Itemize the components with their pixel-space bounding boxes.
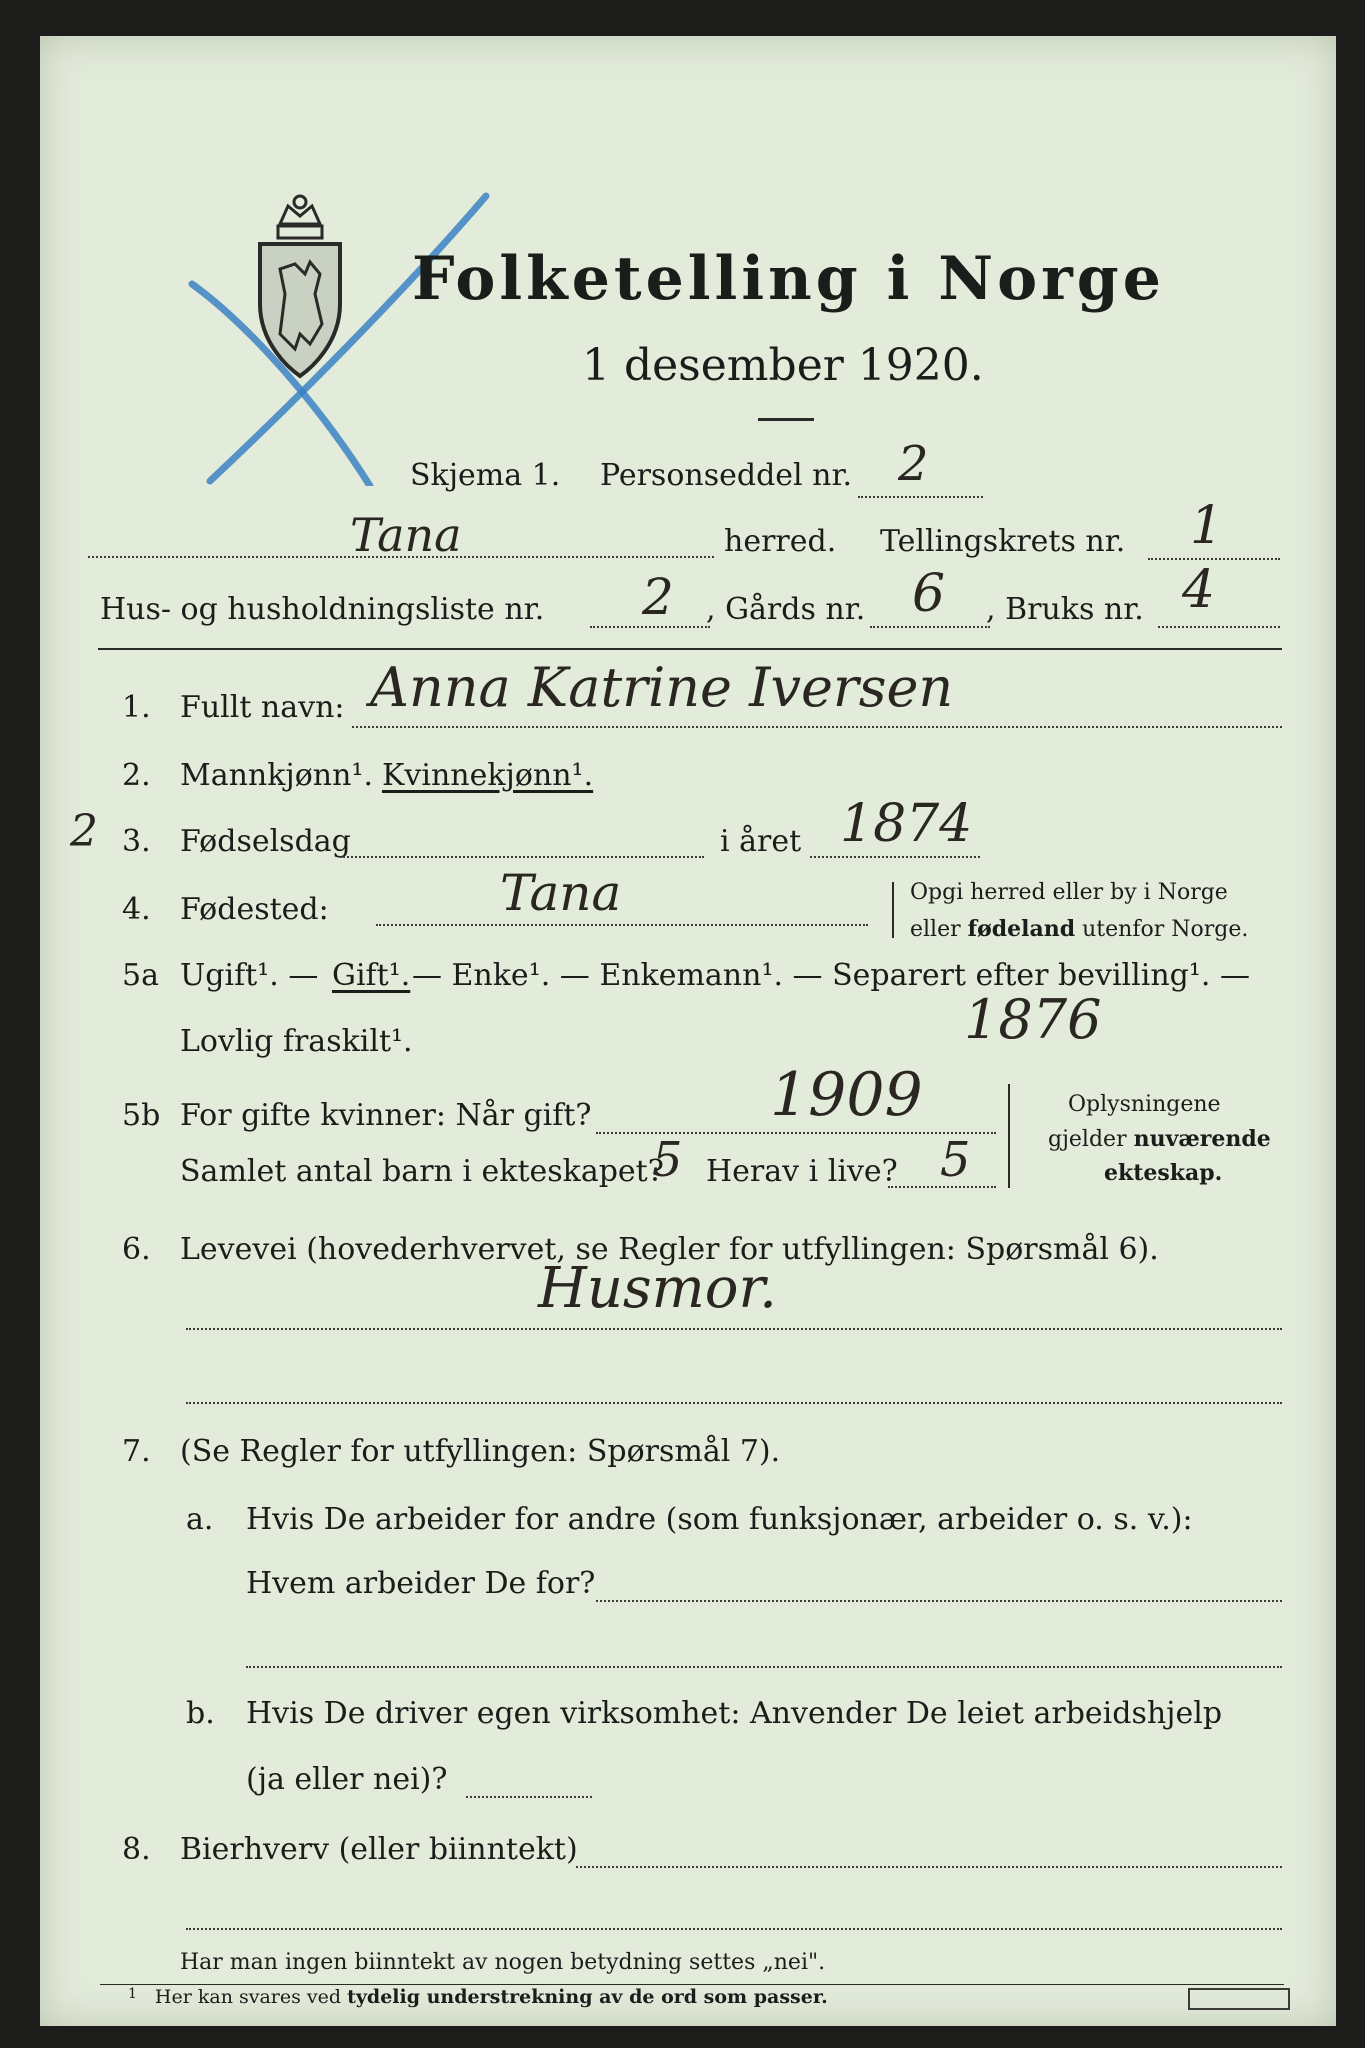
tellingskrets-number: 1 [1190, 496, 1224, 556]
q4-note-bracket [892, 882, 904, 938]
q5a-other-options: — Enke¹. — Enkemann¹. — Separert efter bevilling¹. — [412, 958, 1250, 993]
tellingskrets-label: Tellingskrets nr. [880, 524, 1126, 559]
q5b-note-bracket [1008, 1084, 1020, 1188]
q5b-note-line3: ekteskap. [1104, 1160, 1223, 1186]
mannkjonn-option: Mannkjønn¹. [180, 758, 373, 793]
footnote [128, 1986, 828, 2008]
lovlig-fraskilt-option: Lovlig fraskilt¹. [180, 1024, 413, 1059]
q2-number: 2. [122, 758, 151, 793]
q7b-text: Hvis De driver egen virksomhet: Anvender De leiet arbeidshjelp [246, 1696, 1223, 1731]
q7a-line2 [246, 1666, 1282, 1668]
q7-number: 7. [122, 1434, 151, 1469]
gift-option: Gift¹. [332, 958, 411, 993]
q6-line2 [186, 1402, 1282, 1404]
q5b-number: 5b [122, 1098, 161, 1133]
q5b-note-line2-a: gjelder [1048, 1127, 1134, 1152]
q4-note-line2 [910, 916, 1248, 942]
herred-value: Tana [350, 508, 462, 562]
bierhverv-line1 [576, 1866, 1282, 1868]
q7-label: (Se Regler for utfyllingen: Spørsmål 7). [180, 1434, 781, 1469]
occupation-value: Husmor. [538, 1256, 777, 1321]
norway-coat-of-arms-icon [250, 184, 350, 384]
nar-gift-label: For gifte kvinner: Når gift? [180, 1098, 592, 1133]
q3-number: 3. [122, 824, 151, 859]
q5b-note-line2 [1048, 1126, 1271, 1152]
birth-year-value: 1874 [840, 794, 973, 854]
birthplace-value: Tana [500, 864, 622, 922]
personseddel-label: Personseddel nr. [600, 458, 853, 493]
fodselsdag-line [340, 856, 704, 858]
form-title: Folketelling i Norge [412, 244, 1165, 314]
q7a-letter: a. [186, 1502, 214, 1537]
q3-margin-note: 2 [70, 806, 98, 857]
levevei-label: Levevei (hovederhvervet, se Regler for utfyllingen: Spørsmål 6). [180, 1232, 1159, 1267]
footnote-text-b: tydelig understrekning av de ord som passer. [347, 1986, 828, 2008]
full-name-value: Anna Katrine Iversen [370, 656, 954, 719]
bierhverv-label: Bierhverv (eller biinntekt) [180, 1832, 578, 1867]
q4-number: 4. [122, 892, 151, 927]
header-divider [98, 648, 1282, 650]
q7a-text: Hvis De arbeider for andre (som funksjonær, arbeider o. s. v.): [246, 1502, 1193, 1537]
personseddel-number: 2 [898, 436, 929, 492]
i-aret-label: i året [720, 824, 802, 859]
census-date: 1 desember 1920. [582, 340, 984, 391]
census-form [40, 36, 1336, 2026]
husholdningsliste-number: 2 [642, 568, 674, 626]
bruks-line [1158, 626, 1280, 628]
q5b-note-line1: Oplysningene [1068, 1092, 1221, 1117]
gards-number: 6 [912, 564, 946, 624]
bruks-label: , Bruks nr. [986, 592, 1144, 627]
fodested-label: Fødested: [180, 892, 329, 927]
q7a-text2: Hvem arbeider De for? [246, 1566, 596, 1601]
fodested-line [376, 924, 868, 926]
personseddel-line [858, 496, 983, 498]
antal-barn-label: Samlet antal barn i ekteskapet? [180, 1154, 664, 1189]
q4-note-line2-b: utenfor Norge. [1075, 917, 1249, 942]
q4-note-fodeland: fødeland [967, 916, 1076, 942]
q4-note-line2-a: eller [910, 917, 968, 942]
marriage-year-value: 1909 [770, 1060, 923, 1130]
q8-number: 8. [122, 1832, 151, 1867]
q1-line [352, 726, 1282, 728]
children-alive-value: 5 [940, 1132, 971, 1188]
q6-line1 [186, 1328, 1282, 1330]
q1-number: 1. [122, 690, 151, 725]
kvinnekjonn-option: Kvinnekjønn¹. [382, 758, 594, 793]
q1-label: Fullt navn: [180, 690, 345, 725]
printer-stamp [1188, 1988, 1290, 2010]
husholdningsliste-label: Hus- og husholdningsliste nr. [100, 592, 545, 627]
q7b-line [466, 1796, 592, 1798]
husholdningsliste-line [590, 626, 710, 628]
gards-line [870, 626, 990, 628]
footnote-mark: 1 [128, 1986, 137, 2002]
i-live-label: Herav i live? [706, 1154, 898, 1189]
q5b-note-nuvaerende: nuværende [1133, 1126, 1271, 1152]
gards-label: , Gårds nr. [706, 592, 866, 627]
birth-year-line [810, 856, 980, 858]
bierhverv-line2 [186, 1928, 1282, 1930]
skjema-label: Skjema 1. [410, 458, 561, 493]
ugift-option: Ugift¹. — [180, 958, 319, 993]
q5a-annotation: 1876 [964, 988, 1102, 1051]
q7b-letter: b. [186, 1696, 215, 1731]
q7b-text2: (ja eller nei)? [246, 1762, 448, 1797]
title-divider [758, 418, 814, 421]
footnote-divider [100, 1984, 1284, 1985]
q4-note-line1: Opgi herred eller by i Norge [910, 880, 1228, 905]
nei-instruction: Har man ingen biinntekt av nogen betydning settes „nei". [180, 1950, 826, 1975]
q6-number: 6. [122, 1232, 151, 1267]
children-count-value: 5 [652, 1132, 683, 1188]
fodselsdag-label: Fødselsdag [180, 824, 351, 859]
herred-label: herred. [724, 524, 837, 559]
q5a-number: 5a [122, 958, 159, 993]
bruks-number: 4 [1182, 560, 1216, 620]
footnote-text-a: Her kan svares ved [154, 1986, 348, 2008]
q7a-line1 [596, 1600, 1282, 1602]
